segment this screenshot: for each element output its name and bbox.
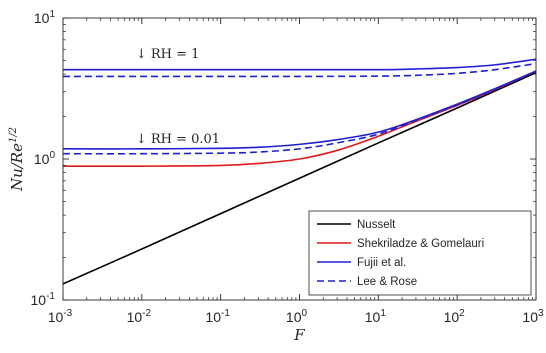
legend-entry-label: Shekriladze & Gomelauri [357, 238, 485, 250]
x-tick-base: 10 [364, 309, 381, 325]
y-tick-label [34, 150, 56, 167]
x-tick-exponent: 0 [301, 308, 308, 319]
y-tick-exponent: 0 [49, 150, 55, 161]
annotation-label: ↓ RH = 1 [135, 47, 200, 63]
y-tick-exponent: -1 [46, 291, 55, 302]
x-tick-base: 10 [205, 309, 222, 325]
x-tick-label [48, 308, 73, 325]
x-axis-label: F [294, 326, 305, 344]
legend-entry-label: Lee & Rose [357, 276, 418, 288]
x-tick-base: 10 [126, 309, 143, 325]
x-tick-base: 10 [443, 309, 460, 325]
series-line-fujii-et-al--2 [63, 71, 536, 149]
x-tick-exponent: -3 [63, 308, 73, 319]
y-axis-label [8, 127, 26, 192]
legend-layer [309, 211, 531, 295]
y-tick-base: 10 [30, 292, 47, 308]
y-tick-base: 10 [33, 10, 50, 26]
y-axis-label-exponent: 1/2 [8, 126, 19, 144]
x-tick-label [286, 308, 308, 325]
x-tick-exponent: 3 [538, 308, 544, 319]
x-tick-exponent: -2 [142, 308, 152, 319]
x-tick-base: 10 [522, 309, 539, 325]
series-line-shekriladze-gomelauri-1 [63, 71, 536, 166]
y-tick-label [34, 9, 56, 26]
x-tick-label [127, 308, 152, 325]
x-tick-label [205, 308, 230, 325]
annotation-label: ↓ RH = 0.01 [135, 131, 221, 147]
legend-entry-label: Fujii et al. [357, 257, 407, 269]
series-line-fujii-et-al--3 [63, 59, 536, 70]
series-line-lee-rose-4 [63, 71, 536, 154]
x-tick-label [522, 308, 544, 325]
x-tick-label [365, 308, 387, 325]
legend-entry-label: Nusselt [357, 219, 396, 231]
y-tick-exponent: 1 [49, 9, 55, 20]
x-tick-exponent: 2 [459, 308, 465, 319]
x-tick-exponent: 1 [380, 308, 386, 319]
x-tick-base: 10 [47, 309, 64, 325]
x-tick-base: 10 [285, 309, 302, 325]
y-axis-label-base: Nu/Re [8, 143, 26, 192]
y-tick-base: 10 [33, 151, 50, 167]
y-tick-label [31, 291, 56, 308]
x-tick-exponent: -1 [221, 308, 230, 319]
x-tick-label [444, 308, 466, 325]
